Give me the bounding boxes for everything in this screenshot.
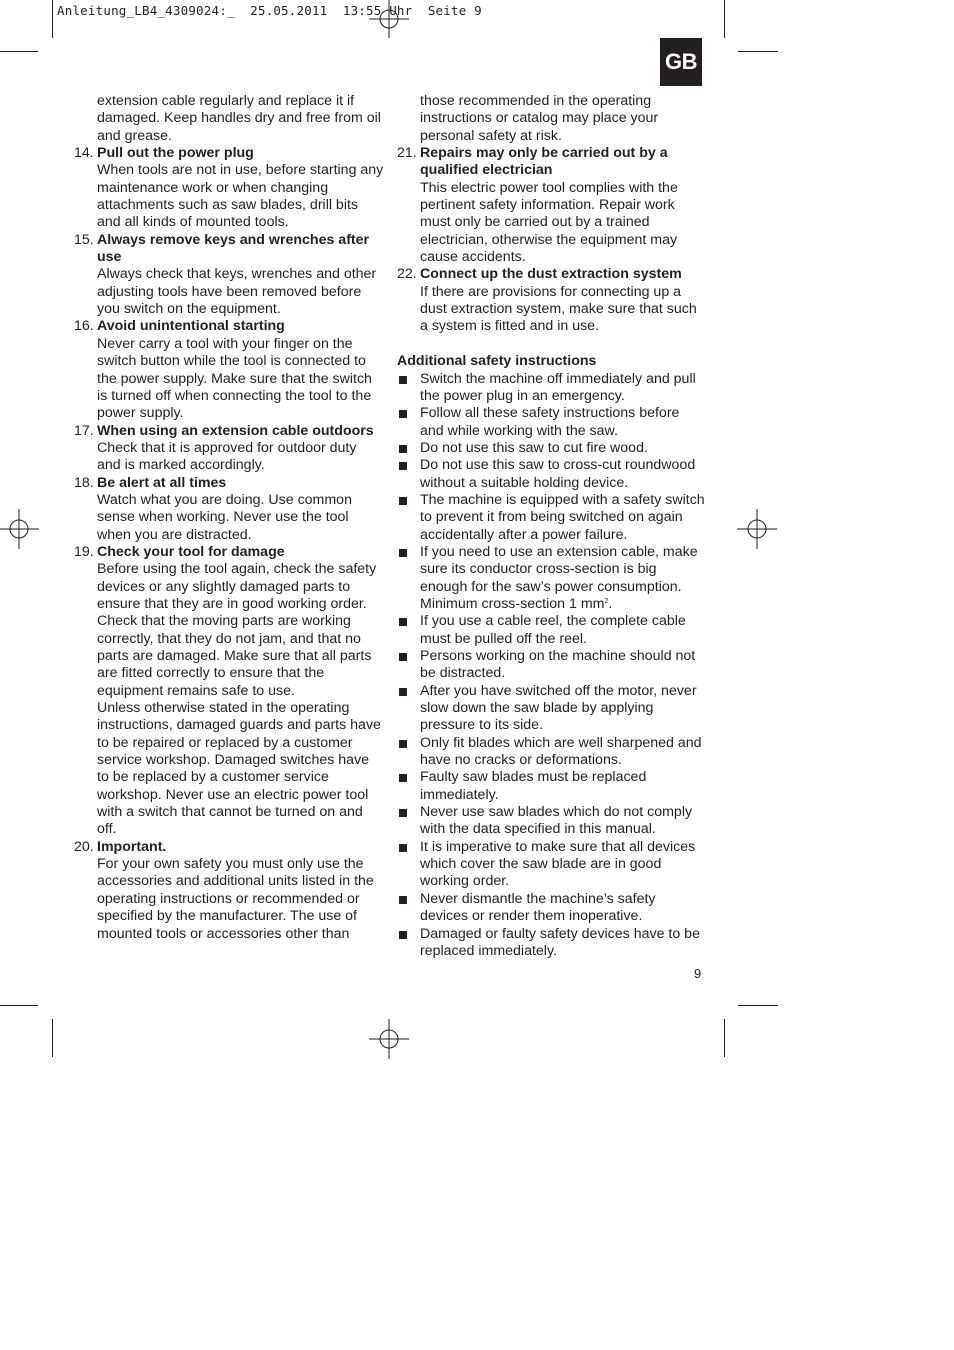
list-item (74, 232, 384, 319)
registration-mark-icon (369, 0, 409, 40)
crop-mark (738, 51, 778, 52)
item-body: Check that it is approved for outdoor duty and is marked accordingly. (97, 439, 357, 474)
right-column (397, 93, 707, 960)
bullet-item: Never use saw blades which do not comply with the data specified in this manual. (397, 804, 707, 839)
registration-mark-icon (737, 509, 777, 549)
bullet-list (397, 371, 707, 961)
list-item (74, 475, 384, 544)
crop-mark (52, 0, 53, 38)
list-item (74, 839, 384, 943)
square-bullet-icon (399, 931, 407, 939)
registration-mark-icon (0, 509, 39, 549)
square-bullet-icon (399, 896, 407, 904)
item-body: This electric power tool complies with the pertinent safety information. Repair work must only be carried out by a trained electrician, otherwise the equipment may cause accidents. (420, 179, 678, 266)
left-column (74, 93, 384, 943)
list-item (74, 544, 384, 839)
list-item (397, 145, 707, 266)
square-bullet-icon (399, 549, 407, 557)
item-number: 16. (74, 318, 94, 335)
square-bullet-icon (399, 653, 407, 661)
item-number: 18. (74, 474, 94, 491)
bullet-item: Switch the machine off immediately and pull the power plug in an emergency. (397, 371, 707, 406)
item-number: 19. (74, 543, 94, 560)
square-bullet-icon (399, 497, 407, 505)
crop-mark (0, 51, 38, 52)
item-body-continued: Unless otherwise stated in the operating instructions, damaged guards and parts have to be repaired or replaced by a customer service workshop. Damaged switches have to be replaced by a customer service workshop. Never use an electric power tool with a switch that cannot be turned on and off. (97, 700, 381, 838)
crop-mark (724, 0, 725, 38)
crop-mark (724, 1019, 725, 1057)
item-body: Before using the tool again, check the safety devices or any slightly damaged parts to ensure that they are in good working order. Check that the moving parts are working correctly, that they do not jam, and that no parts are damaged. Make sure that all parts are fitted correctly to ensure that the equipment remains safe to use. (97, 561, 377, 699)
item-number: 15. (74, 231, 94, 248)
square-bullet-icon (399, 844, 407, 852)
square-bullet-icon (399, 462, 407, 470)
section-heading: Additional safety instructions (397, 353, 597, 370)
item-body: Never carry a tool with your finger on the switch button while the tool is connected to the power supply. Make sure that the switch is turned off when connecting the tool to the power supply. (97, 335, 372, 422)
item-body: For your own safety you must only use the accessories and additional units listed in the operating instructions or recommended or specified by the manufacturer. The use of mounted tools or accessories other than (97, 856, 374, 942)
square-bullet-icon (399, 618, 407, 626)
bullet-item: Never dismantle the machine’s safety devices or render them inoperative. (397, 891, 707, 926)
superscript: 2 (604, 597, 609, 605)
list-item (397, 266, 707, 335)
square-bullet-icon (399, 809, 407, 817)
item-number: 21. (397, 145, 417, 162)
bullet-item: Do not use this saw to cross-cut roundwood without a suitable holding device. (397, 457, 707, 492)
item-title: Avoid unintentional starting (97, 318, 285, 335)
bullet-item: Only fit blades which are well sharpened and have no cracks or deformations. (397, 735, 707, 770)
item-title: Important. (97, 838, 167, 855)
item-title: Check your tool for damage (97, 543, 285, 560)
bullet-item: If you need to use an extension cable, make sure its conductor cross-section is big enough for the saw’s power consumption. Minimum cross-section 1 $mm^2$. (397, 544, 707, 613)
crop-mark (738, 1005, 778, 1006)
list-item (74, 145, 384, 232)
bullet-item: If you use a cable reel, the complete cable must be pulled off the reel. (397, 613, 707, 648)
item-body: Always check that keys, wrenches and other adjusting tools have been removed before you switch on the equipment. (97, 266, 377, 318)
registration-mark-icon (369, 1019, 409, 1059)
item-number: 20. (74, 838, 94, 855)
square-bullet-icon (399, 774, 407, 782)
item-title: Connect up the dust extraction system (420, 266, 682, 283)
item-number: 14. (74, 145, 94, 162)
item-body: When tools are not in use, before starting any maintenance work or when changing attachments such as saw blades, drill bits and all kinds of mounted tools. (97, 162, 384, 231)
item-title: Pull out the power plug (97, 145, 254, 162)
square-bullet-icon (399, 410, 407, 418)
item-title: Repairs may only be carried out by a qualified electrician (420, 145, 668, 179)
square-bullet-icon (399, 445, 407, 453)
square-bullet-icon (399, 740, 407, 748)
square-bullet-icon (399, 688, 407, 696)
item-number: 17. (74, 422, 94, 439)
list-item (74, 423, 384, 475)
print-slug: Anleitung_LB4_4309024:_ 25.05.2011 13:55 Uhr Seite 9 (57, 3, 482, 18)
item-number: 22. (397, 266, 417, 283)
item-title: Always remove keys and wrenches after use (97, 231, 370, 266)
square-bullet-icon (399, 376, 407, 384)
bullet-item: After you have switched off the motor, never slow down the saw blade by applying pressure to its side. (397, 683, 707, 735)
list-item (74, 318, 384, 422)
item-body: Watch what you are doing. Use common sense when working. Never use the tool when you are distracted. (97, 491, 352, 543)
item-title: When using an extension cable outdoors (97, 422, 374, 439)
item-body: If there are provisions for connecting up a dust extraction system, make sure that such a system is fitted and in use. (420, 283, 697, 335)
left-intro: extension cable regularly and replace it if damaged. Keep handles dry and free from oil and grease. (97, 93, 381, 144)
right-intro: those recommended in the operating instructions or catalog may place your personal safety at risk. (420, 93, 659, 144)
page-number: 9 (694, 966, 702, 981)
crop-mark (52, 1019, 53, 1057)
bullet-item: Faulty saw blades must be replaced immediately. (397, 769, 707, 804)
bullet-item: It is imperative to make sure that all devices which cover the saw blade are in good working order. (397, 839, 707, 891)
bullet-item: Damaged or faulty safety devices have to be replaced immediately. (397, 926, 707, 961)
item-title: Be alert at all times (97, 474, 227, 491)
bullet-item: Persons working on the machine should not be distracted. (397, 648, 707, 683)
language-tab: GB (660, 38, 702, 86)
crop-mark (0, 1005, 38, 1006)
bullet-item: Follow all these safety instructions before and while working with the saw. (397, 405, 707, 440)
bullet-item: Do not use this saw to cut fire wood. (397, 440, 707, 457)
bullet-item: The machine is equipped with a safety switch to prevent it from being switched on again accidentally after a power failure. (397, 492, 707, 544)
